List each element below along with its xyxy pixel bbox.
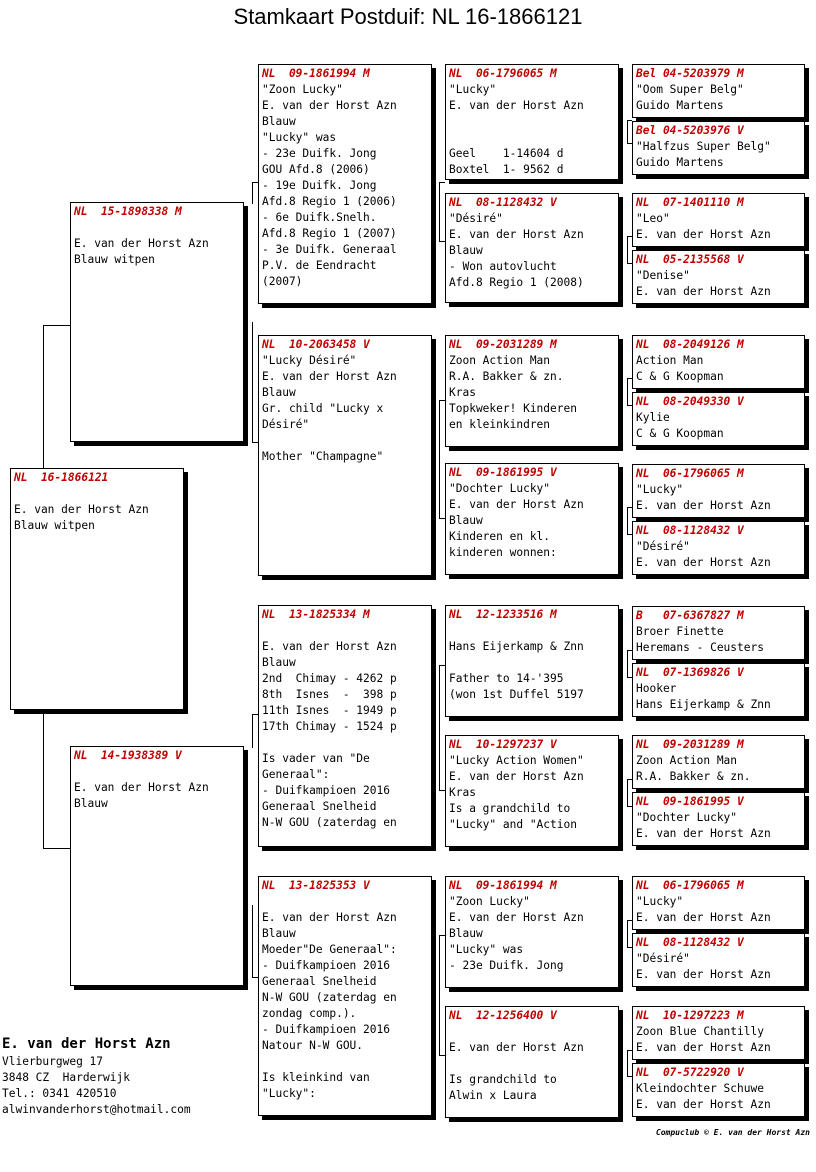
pigeon-info-line: Generaal Snelheid bbox=[262, 800, 377, 813]
ring-number: Bel 04-5203979 M bbox=[636, 67, 744, 80]
pigeon-info-line: Kras bbox=[449, 386, 476, 399]
pigeon-card-g4 bbox=[632, 876, 805, 930]
connector-line bbox=[627, 1050, 628, 1076]
owner-info bbox=[2, 1034, 191, 1118]
pigeon-info-line: 2nd Chimay - 4262 p bbox=[262, 672, 397, 685]
ring-number: NL 14-1938389 V bbox=[74, 749, 182, 762]
ring-number: NL 07-1401110 M bbox=[636, 196, 744, 209]
pigeon-info-line: E. van der Horst Azn bbox=[449, 911, 584, 924]
pigeon-info-line: E. van der Horst Azn bbox=[74, 237, 209, 250]
pigeon-card-great-grandparent bbox=[445, 876, 619, 988]
pigeon-info-line: - 3e Duifk. Generaal bbox=[262, 243, 397, 256]
ring-number: NL 08-1128432 V bbox=[636, 936, 744, 949]
pigeon-info-line: Kylie bbox=[636, 411, 670, 424]
pigeon-info-line: Zoon Action Man bbox=[636, 754, 738, 767]
ring-number: NL 07-5722920 V bbox=[636, 1066, 744, 1079]
pigeon-info-line: N-W GOU (zaterdag en bbox=[262, 991, 397, 1004]
pigeon-info-line: Father to 14-'395 bbox=[449, 672, 564, 685]
pigeon-card-great-grandparent bbox=[445, 1006, 619, 1118]
pigeon-info-line: Blauw bbox=[262, 386, 296, 399]
ring-number: NL 08-2049330 V bbox=[636, 395, 744, 408]
pigeon-info-line: zondag comp.). bbox=[262, 1007, 357, 1020]
pigeon-info-line: E. van der Horst Azn bbox=[449, 228, 584, 241]
ring-number: NL 06-1796065 M bbox=[449, 67, 557, 80]
owner-name: E. van der Horst Azn bbox=[2, 1036, 171, 1052]
pigeon-info-line: 11th Isnes - 1949 p bbox=[262, 704, 397, 717]
pigeon-card-g4 bbox=[632, 521, 805, 575]
pigeon-card-g4 bbox=[632, 663, 805, 717]
ring-number: NL 09-2031289 M bbox=[449, 338, 557, 351]
pigeon-info-line bbox=[449, 130, 615, 146]
ring-number: NL 08-1128432 V bbox=[636, 524, 744, 537]
pigeon-info-line bbox=[449, 1024, 615, 1040]
pigeon-info-line: Is vader van "De bbox=[262, 752, 370, 765]
ring-number: NL 10-1297237 V bbox=[449, 738, 557, 751]
footer-credit: Compuclub © E. van der Horst Azn bbox=[655, 1128, 810, 1137]
pigeon-info-line: E. van der Horst Azn bbox=[636, 1041, 771, 1054]
connector-line bbox=[439, 400, 440, 518]
pigeon-info-line: Blauw witpen bbox=[14, 519, 95, 532]
connector-line bbox=[627, 120, 628, 143]
pigeon-info-line: Kras bbox=[449, 786, 476, 799]
pigeon-info-line: Blauw bbox=[262, 115, 296, 128]
pigeon-info-line bbox=[262, 894, 428, 910]
pigeon-card-g4 bbox=[632, 1006, 805, 1060]
pigeon-info-line: Hooker bbox=[636, 682, 677, 695]
pigeon-info-line: Boxtel 1- 9562 d bbox=[449, 163, 564, 176]
pigeon-card-subject bbox=[10, 468, 184, 710]
pigeon-info-line: "Dochter Lucky" bbox=[449, 482, 551, 495]
owner-phone: Tel.: 0341 420510 bbox=[2, 1087, 117, 1100]
connector-line bbox=[43, 848, 71, 849]
pigeon-card-grandparent bbox=[258, 605, 432, 847]
pigeon-info-line: Afd.8 Regio 1 (2008) bbox=[449, 276, 584, 289]
pigeon-info-line: Blauw bbox=[74, 797, 108, 810]
pigeon-info-line: "Zoon Lucky" bbox=[449, 895, 530, 908]
ring-number: NL 06-1796065 M bbox=[636, 879, 744, 892]
ring-number: NL 12-1233516 M bbox=[449, 608, 557, 621]
pigeon-info-line: Blauw bbox=[262, 927, 296, 940]
pigeon-card-great-grandparent bbox=[445, 335, 619, 447]
connector-line bbox=[439, 182, 440, 241]
pigeon-info-line: GOU Afd.8 (2006) bbox=[262, 163, 370, 176]
ring-number: NL 13-1825334 M bbox=[262, 608, 370, 621]
ring-number: NL 07-1369826 V bbox=[636, 666, 744, 679]
pigeon-info-line: Action Man bbox=[636, 354, 704, 367]
pigeon-info-line: kinderen wonnen: bbox=[449, 546, 557, 559]
owner-city: 3848 CZ Harderwijk bbox=[2, 1071, 130, 1084]
ring-number: NL 06-1796065 M bbox=[636, 467, 744, 480]
ring-number: NL 05-2135568 V bbox=[636, 253, 744, 266]
pigeon-info-line: Zoon Blue Chantilly bbox=[636, 1025, 764, 1038]
pigeon-info-line: Topkweker! Kinderen bbox=[449, 402, 577, 415]
ring-number: NL 08-1128432 V bbox=[449, 196, 557, 209]
ring-number: B 07-6367827 M bbox=[636, 609, 744, 622]
owner-address: Vlierburgweg 17 bbox=[2, 1055, 104, 1068]
pigeon-info-line: Blauw bbox=[449, 927, 483, 940]
ring-number: NL 09-1861994 M bbox=[449, 879, 557, 892]
pigeon-info-line bbox=[74, 220, 240, 236]
pigeon-info-line: Is kleinkind van bbox=[262, 1071, 370, 1084]
pigeon-info-line: "Désiré" bbox=[636, 540, 690, 553]
pigeon-info-line: "Denise" bbox=[636, 269, 690, 282]
ring-number: NL 13-1825353 V bbox=[262, 879, 370, 892]
pigeon-card-g4 bbox=[632, 193, 805, 247]
pigeon-info-line: E. van der Horst Azn bbox=[449, 99, 584, 112]
pigeon-info-line: Guido Martens bbox=[636, 156, 724, 169]
pigeon-info-line: P.V. de Eendracht bbox=[262, 259, 377, 272]
pigeon-card-g4 bbox=[632, 392, 805, 446]
pigeon-card-g4 bbox=[632, 1063, 805, 1117]
connector-line bbox=[627, 920, 628, 947]
connector-line bbox=[252, 905, 253, 977]
pigeon-info-line: Geel 1-14604 d bbox=[449, 147, 564, 160]
connector-line bbox=[252, 182, 253, 204]
pigeon-info-line: N-W GOU (zaterdag en bbox=[262, 816, 397, 829]
pigeon-info-line: - 6e Duifk.Snelh. bbox=[262, 211, 377, 224]
pigeon-info-line: C & G Koopman bbox=[636, 427, 724, 440]
connector-line bbox=[439, 935, 440, 1055]
ring-number: NL 09-2031289 M bbox=[636, 738, 744, 751]
pigeon-info-line: 17th Chimay - 1524 p bbox=[262, 720, 397, 733]
pigeon-info-line bbox=[449, 1056, 615, 1072]
connector-line bbox=[252, 714, 253, 748]
pigeon-info-line: E. van der Horst Azn bbox=[449, 770, 584, 783]
connector-line bbox=[43, 325, 71, 326]
pigeon-info-line: - Duifkampioen 2016 bbox=[262, 1023, 390, 1036]
pigeon-info-line: - Won autovlucht bbox=[449, 260, 557, 273]
pigeon-info-line: Afd.8 Regio 1 (2006) bbox=[262, 195, 397, 208]
pigeon-info-line: - Duifkampioen 2016 bbox=[262, 784, 390, 797]
pigeon-info-line: "Lucky" was bbox=[262, 131, 337, 144]
pigeon-info-line: "Dochter Lucky" bbox=[636, 811, 738, 824]
pigeon-card-g4 bbox=[632, 121, 805, 175]
pigeon-info-line: Generaal Snelheid bbox=[262, 975, 377, 988]
pigeon-card-father bbox=[70, 202, 244, 442]
pigeon-info-line bbox=[262, 623, 428, 639]
pigeon-info-line: Is grandchild to bbox=[449, 1073, 557, 1086]
pigeon-info-line: Natour N-W GOU. bbox=[262, 1039, 364, 1052]
pigeon-info-line: - 23e Duifk. Jong bbox=[449, 959, 564, 972]
pigeon-info-line: Zoon Action Man bbox=[449, 354, 551, 367]
pigeon-info-line: R.A. Bakker & zn. bbox=[636, 770, 751, 783]
pigeon-info-line bbox=[449, 114, 615, 130]
pigeon-info-line: Hans Eijerkamp & Znn bbox=[449, 640, 584, 653]
pigeon-info-line: "Halfzus Super Belg" bbox=[636, 140, 771, 153]
pigeon-info-line: Hans Eijerkamp & Znn bbox=[636, 698, 771, 711]
pigeon-info-line bbox=[262, 1054, 428, 1070]
pigeon-info-line: - 23e Duifk. Jong bbox=[262, 147, 377, 160]
pigeon-card-g4 bbox=[632, 64, 805, 118]
connector-line bbox=[627, 378, 628, 405]
connector-line bbox=[43, 712, 44, 848]
pigeon-card-g4 bbox=[632, 606, 805, 660]
pigeon-info-line: Gr. child "Lucky x bbox=[262, 402, 384, 415]
ring-number: NL 15-1898338 M bbox=[74, 205, 182, 218]
ring-number: NL 10-1297223 M bbox=[636, 1009, 744, 1022]
pigeon-info-line: - Duifkampioen 2016 bbox=[262, 959, 390, 972]
pigeon-card-mother bbox=[70, 746, 244, 986]
pigeon-info-line: "Lucky": bbox=[262, 1087, 316, 1100]
pigeon-info-line: "Lucky Action Women" bbox=[449, 754, 584, 767]
pigeon-info-line: "Oom Super Belg" bbox=[636, 83, 744, 96]
pigeon-info-line: "Lucky" bbox=[636, 895, 684, 908]
pigeon-card-g4 bbox=[632, 933, 805, 987]
pigeon-card-g4 bbox=[632, 250, 805, 304]
pigeon-info-line: Is a grandchild to bbox=[449, 802, 571, 815]
pigeon-info-line: E. van der Horst Azn bbox=[636, 1098, 771, 1111]
pigeon-info-line: Désiré" bbox=[262, 418, 310, 431]
connector-line bbox=[627, 236, 628, 263]
pigeon-card-g4 bbox=[632, 464, 805, 518]
pigeon-info-line: E. van der Horst Azn bbox=[636, 911, 771, 924]
pigeon-info-line: R.A. Bakker & zn. bbox=[449, 370, 564, 383]
pigeon-info-line: Blauw bbox=[449, 514, 483, 527]
pigeon-info-line: E. van der Horst Azn bbox=[262, 911, 397, 924]
connector-line bbox=[43, 325, 44, 470]
pigeon-card-great-grandparent bbox=[445, 193, 619, 303]
pigeon-card-g4 bbox=[632, 792, 805, 846]
pigeon-info-line: Broer Finette bbox=[636, 625, 724, 638]
pigeon-info-line: E. van der Horst Azn bbox=[636, 968, 771, 981]
connector-line bbox=[627, 507, 628, 534]
pigeon-info-line bbox=[262, 735, 428, 751]
pigeon-info-line: Blauw bbox=[262, 656, 296, 669]
pigeon-info-line: E. van der Horst Azn bbox=[262, 370, 397, 383]
ring-number: NL 09-1861995 V bbox=[636, 795, 744, 808]
pigeon-card-g4 bbox=[632, 735, 805, 789]
pigeon-info-line: C & G Koopman bbox=[636, 370, 724, 383]
connector-line bbox=[252, 322, 253, 442]
ring-number: NL 09-1861995 V bbox=[449, 466, 557, 479]
pigeon-info-line: E. van der Horst Azn bbox=[262, 99, 397, 112]
pigeon-info-line bbox=[74, 764, 240, 780]
pigeon-info-line: E. van der Horst Azn bbox=[636, 499, 771, 512]
pigeon-info-line: Guido Martens bbox=[636, 99, 724, 112]
pigeon-info-line: E. van der Horst Azn bbox=[449, 498, 584, 511]
pigeon-info-line: E. van der Horst Azn bbox=[14, 503, 149, 516]
pigeon-info-line: "Zoon Lucky" bbox=[262, 83, 343, 96]
pigeon-card-great-grandparent bbox=[445, 735, 619, 847]
pigeon-info-line: 8th Isnes - 398 p bbox=[262, 688, 397, 701]
pigeon-info-line: "Lucky" bbox=[449, 83, 497, 96]
pigeon-card-grandparent bbox=[258, 335, 432, 576]
pigeon-card-grandparent bbox=[258, 876, 432, 1116]
pigeon-info-line bbox=[449, 655, 615, 671]
owner-email: alwinvanderhorst@hotmail.com bbox=[2, 1103, 191, 1116]
page-title: Stamkaart Postduif: NL 16-1866121 bbox=[233, 4, 583, 29]
pigeon-info-line: Blauw bbox=[449, 244, 483, 257]
pigeon-info-line: en kleinkindren bbox=[449, 418, 551, 431]
pigeon-info-line: (won 1st Duffel 5197 bbox=[449, 688, 584, 701]
pigeon-info-line: "Lucky" and "Action bbox=[449, 818, 577, 831]
pigeon-info-line: E. van der Horst Azn bbox=[262, 640, 397, 653]
ring-number: NL 12-1256400 V bbox=[449, 1009, 557, 1022]
ring-number: NL 10-2063458 V bbox=[262, 338, 370, 351]
pigeon-info-line: E. van der Horst Azn bbox=[636, 556, 771, 569]
pigeon-info-line: E. van der Horst Azn bbox=[74, 781, 209, 794]
pigeon-info-line: "Leo" bbox=[636, 212, 670, 225]
pigeon-info-line bbox=[262, 433, 428, 449]
pigeon-info-line: "Lucky" was bbox=[449, 943, 524, 956]
ring-number: NL 08-2049126 M bbox=[636, 338, 744, 351]
pigeon-info-line: "Désiré" bbox=[636, 952, 690, 965]
pigeon-info-line: E. van der Horst Azn bbox=[636, 827, 771, 840]
pigeon-info-line: Mother "Champagne" bbox=[262, 450, 384, 463]
ring-number: NL 16-1866121 bbox=[14, 471, 109, 484]
pigeon-info-line bbox=[449, 623, 615, 639]
pigeon-info-line: "Lucky Désiré" bbox=[262, 354, 357, 367]
pigeon-info-line: Afd.8 Regio 1 (2007) bbox=[262, 227, 397, 240]
pigeon-info-line: - 19e Duifk. Jong bbox=[262, 179, 377, 192]
connector-line bbox=[627, 650, 628, 677]
connector-line bbox=[439, 665, 440, 790]
pigeon-info-line bbox=[14, 486, 180, 502]
pigeon-info-line: "Lucky" bbox=[636, 483, 684, 496]
ring-number: NL 09-1861994 M bbox=[262, 67, 370, 80]
pigeon-card-great-grandparent bbox=[445, 605, 619, 717]
ring-number: Bel 04-5203976 V bbox=[636, 124, 744, 137]
pigeon-card-great-grandparent bbox=[445, 64, 619, 180]
pigeon-card-great-grandparent bbox=[445, 463, 619, 575]
pigeon-info-line: Kinderen en kl. bbox=[449, 530, 551, 543]
pigeon-info-line: (2007) bbox=[262, 275, 303, 288]
connector-line bbox=[627, 779, 628, 806]
pigeon-info-line: Blauw witpen bbox=[74, 253, 155, 266]
pigeon-info-line: Kleindochter Schuwe bbox=[636, 1082, 764, 1095]
pigeon-info-line: "Désiré" bbox=[449, 212, 503, 225]
pigeon-info-line: E. van der Horst Azn bbox=[636, 285, 771, 298]
pigeon-info-line: Moeder"De Generaal": bbox=[262, 943, 397, 956]
pigeon-info-line: Alwin x Laura bbox=[449, 1089, 537, 1102]
pigeon-card-g4 bbox=[632, 335, 805, 389]
pigeon-card-grandparent bbox=[258, 64, 432, 304]
pigeon-info-line: E. van der Horst Azn bbox=[449, 1041, 584, 1054]
pigeon-info-line: E. van der Horst Azn bbox=[636, 228, 771, 241]
pigeon-info-line: Heremans - Ceusters bbox=[636, 641, 764, 654]
pigeon-info-line: Generaal": bbox=[262, 768, 330, 781]
